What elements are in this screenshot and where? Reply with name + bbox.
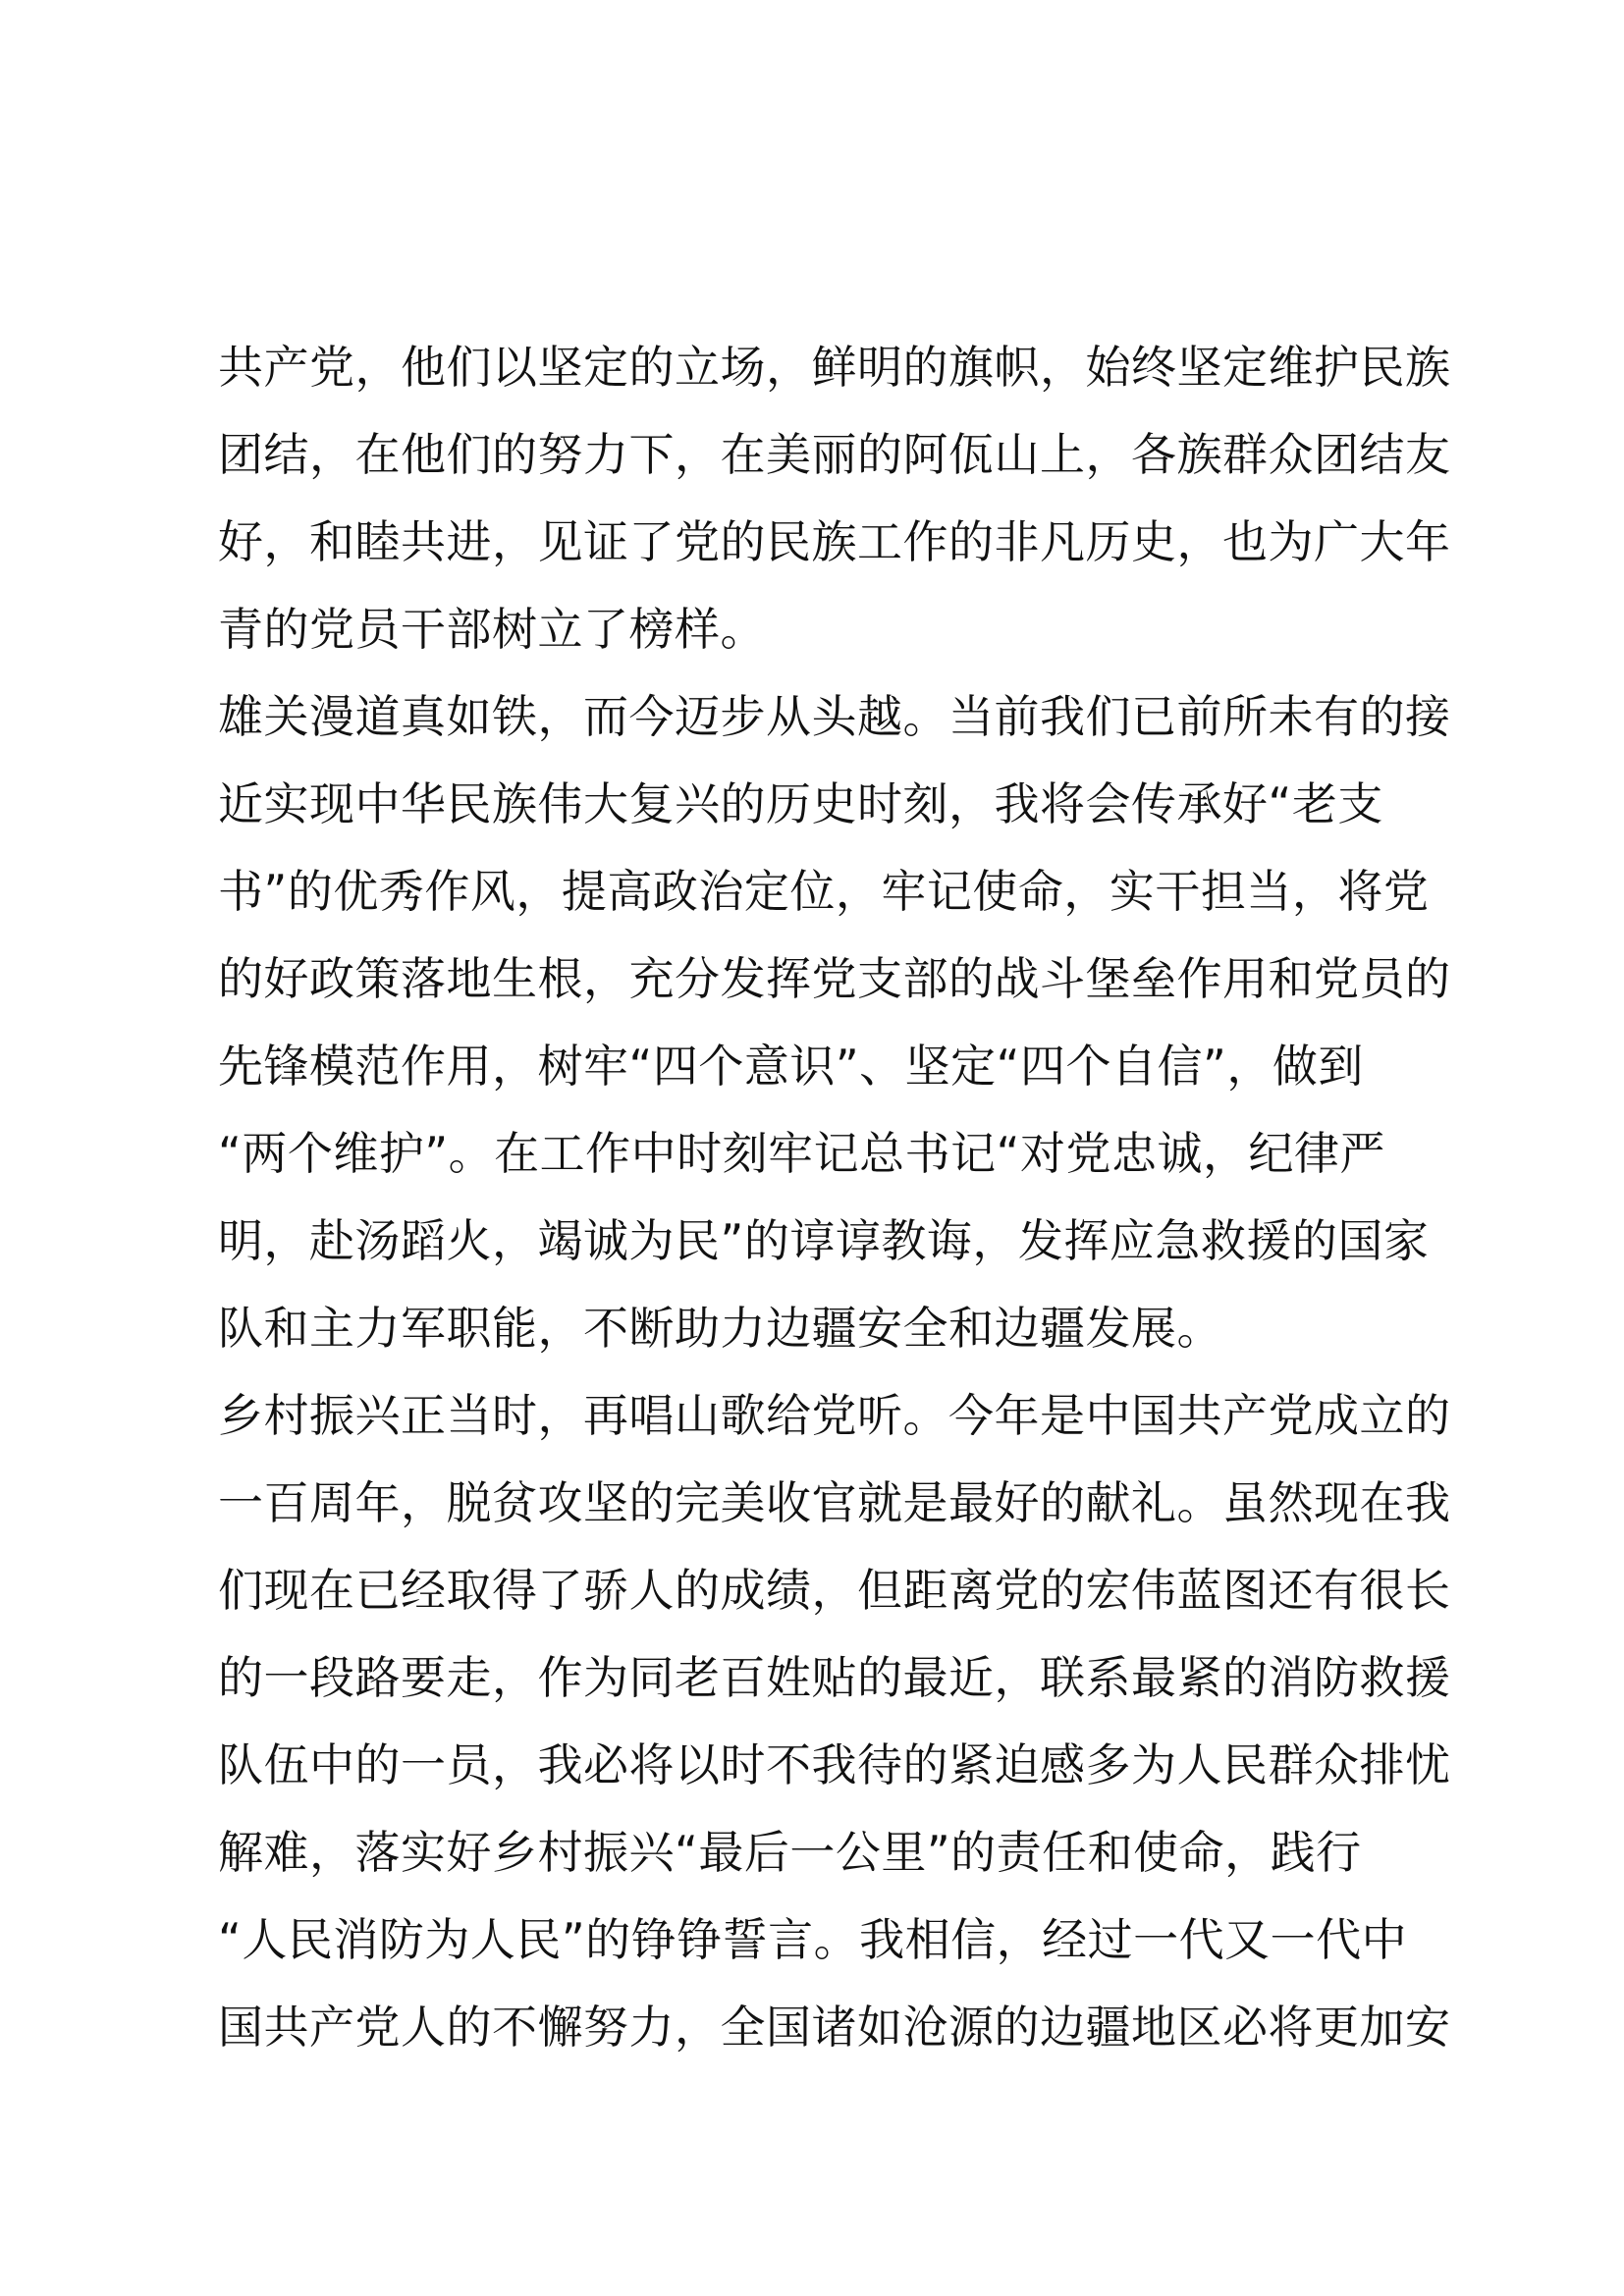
text-line: 们现在已经取得了骄人的成绩，但距离党的宏伟蓝图还有很长: [218, 1564, 1451, 1617]
text-line: 青的党员干部树立了榜样。: [218, 603, 766, 656]
text-line: 好，和睦共进，见证了党的民族工作的非凡历史，也为广大年: [218, 515, 1451, 568]
text-line: 明，赴汤蹈火，竭诚为民”的谆谆教诲，发挥应急救援的国家: [218, 1214, 1430, 1267]
text-line: 队伍中的一员，我必将以时不我待的紧迫感多为人民群众排忧: [218, 1738, 1451, 1791]
text-line: 一百周年，脱贫攻坚的完美收官就是最好的献礼。虽然现在我: [218, 1476, 1451, 1529]
text-line: 近实现中华民族伟大复兴的历史时刻，我将会传承好“老支: [218, 777, 1383, 830]
text-line: 解难，落实好乡村振兴“最后一公里”的责任和使命，践行: [218, 1826, 1362, 1879]
text-line: 队和主力军职能，不断助力边疆安全和边疆发展。: [218, 1302, 1222, 1355]
text-line: 乡村振兴正当时，再唱山歌给党听。今年是中国共产党成立的: [218, 1389, 1451, 1442]
text-line: 雄关漫道真如铁，而今迈步从头越。当前我们已前所未有的接: [218, 690, 1451, 743]
text-line: 国共产党人的不懈努力，全国诸如沧源的边疆地区必将更加安: [218, 2001, 1451, 2054]
text-line: 共产党，他们以坚定的立场，鲜明的旗帜，始终坚定维护民族: [218, 341, 1451, 394]
body-text: [218, 324, 1451, 2071]
text-line: 书”的优秀作风，提高政治定位，牢记使命，实干担当，将党: [218, 865, 1430, 918]
text-line: 的一段路要走，作为同老百姓贴的最近，联系最紧的消防救援: [218, 1651, 1451, 1704]
text-line: “人民消防为人民”的铮铮誓言。我相信，经过一代又一代中: [218, 1913, 1408, 1966]
text-line: 先锋模范作用，树牢“四个意识”、坚定“四个自信”，做到: [218, 1040, 1364, 1093]
text-line: 团结，在他们的努力下，在美丽的阿佤山上，各族群众团结友: [218, 428, 1451, 481]
text-line: “两个维护”。在工作中时刻牢记总书记“对党忠诚，纪律严: [218, 1127, 1385, 1180]
text-line: 的好政策落地生根，充分发挥党支部的战斗堡垒作用和党员的: [218, 952, 1451, 1005]
